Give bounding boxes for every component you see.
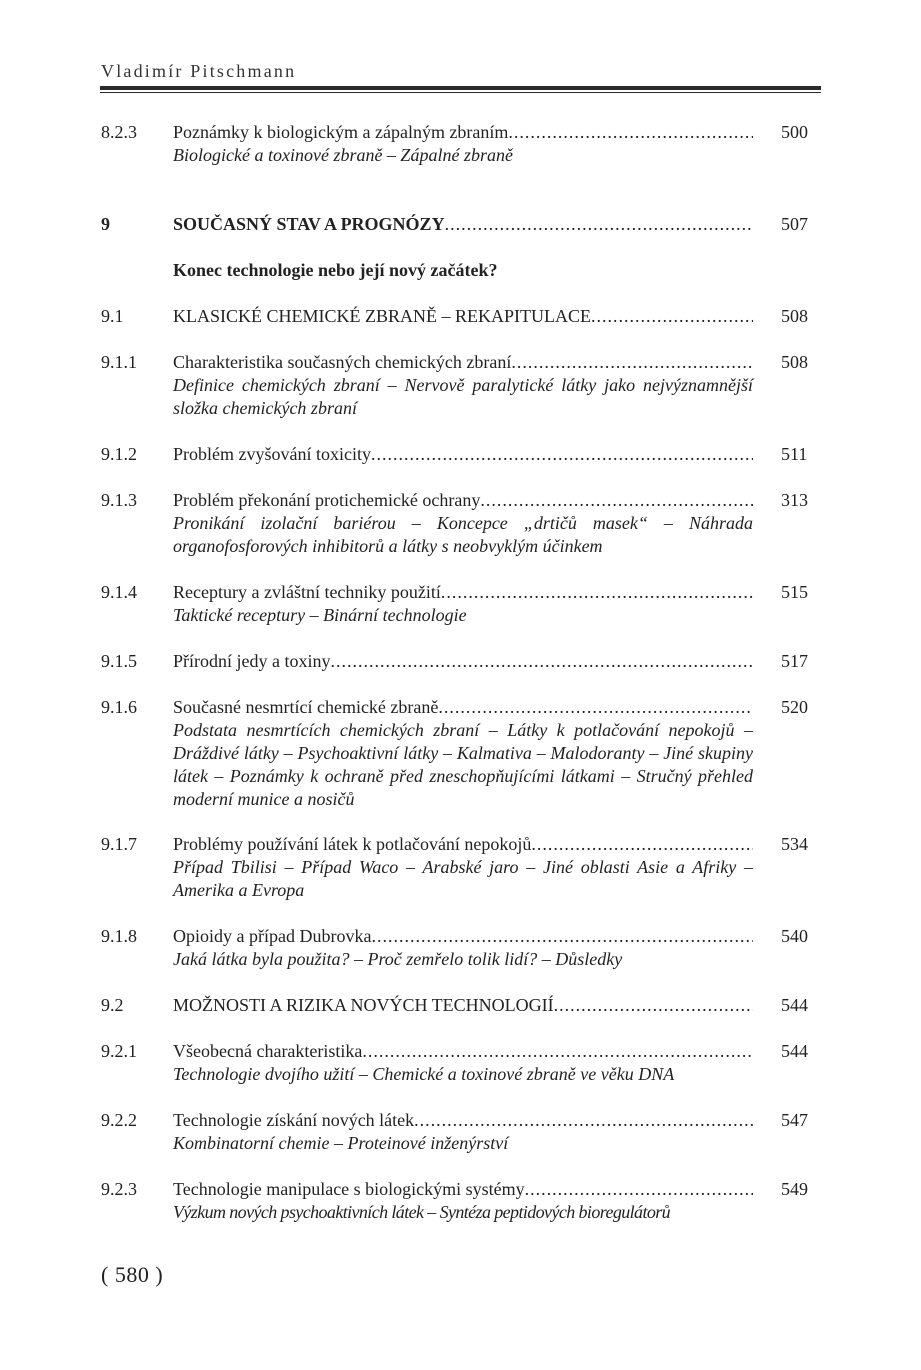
toc-dot-leader	[480, 489, 753, 512]
toc-entry-subtopics: Výzkum nových psychoaktivních látek – Syntéza peptidových bioregulátorů	[173, 1202, 671, 1222]
toc-entry-title: SOUČASNÝ STAV A PROGNÓZY	[173, 214, 445, 234]
toc-entry-page: 515	[781, 582, 808, 602]
toc-dot-leader	[531, 833, 753, 856]
toc-entry-number: 9.1.7	[101, 834, 137, 854]
toc-entry-page: 500	[781, 122, 808, 142]
toc-entry-number: 9.1.5	[101, 651, 137, 671]
running-header-author: Vladimír Pitschmann	[101, 61, 297, 81]
toc-entry-subtopics: Kombinatorní chemie – Proteinové inženýrství	[173, 1133, 509, 1153]
toc-entry-number: 9.1	[101, 306, 124, 326]
header-rule-thin	[100, 92, 821, 93]
toc-entry-number: 9.1.8	[101, 926, 137, 946]
chapter-subheading: Konec technologie nebo její nový začátek?	[173, 260, 498, 280]
toc-entry-title: Současné nesmrtící chemické zbraně	[173, 697, 439, 717]
toc-entry-title: Technologie manipulace s biologickými systémy	[173, 1179, 525, 1199]
toc-entry-title: Všeobecná charakteristika	[173, 1041, 363, 1061]
toc-dot-leader	[591, 305, 753, 328]
toc-entry-number: 9.1.6	[101, 697, 137, 717]
toc-entry-subtopics: Definice chemických zbraní – Nervově paralytické látky jako nejvýznamnější složka chemických zbraní	[173, 375, 753, 418]
toc-dot-leader	[362, 1040, 753, 1063]
toc-entry-number: 9.2	[101, 995, 124, 1015]
toc-entry-page: 547	[781, 1110, 808, 1130]
toc-entry-page: 544	[781, 1041, 808, 1061]
toc-entry-title: MOŽNOSTI A RIZIKA NOVÝCH TECHNOLOGIÍ	[173, 995, 554, 1015]
toc-entry-title: Přírodní jedy a toxiny	[173, 651, 331, 671]
toc-dot-leader	[330, 650, 753, 673]
toc-entry-subtopics: Jaká látka byla použita? – Proč zemřelo tolik lidí? – Důsledky	[173, 949, 623, 969]
toc-entry-page: 508	[781, 306, 808, 326]
toc-entry-number: 9	[101, 214, 110, 234]
toc-entry-page: 508	[781, 352, 808, 372]
toc-dot-leader	[554, 994, 753, 1017]
toc-entry-number: 9.2.2	[101, 1110, 137, 1130]
toc-entry-page: 520	[781, 697, 808, 717]
toc-entry-title: Charakteristika současných chemických zbraní	[173, 352, 512, 372]
toc-entry-title: Poznámky k biologickým a zápalným zbraním	[173, 122, 509, 142]
toc-entry-subtopics: Podstata nesmrtících chemických zbraní – Látky k potlačování nepokojů – Dráždivé látky – Psychoaktivní látky – Kalmativa – Malodoranty – Jiné skupiny látek – Poznámky k ochraně před zneschopňujícími látkami – Stručný přehled moderní munice a nosičů	[173, 720, 753, 809]
toc-entry-page: 549	[781, 1179, 808, 1199]
toc-entry-subtopics: Případ Tbilisi – Případ Waco – Arabské jaro – Jiné oblasti Asie a Afriky – Amerika a Evropa	[173, 857, 753, 900]
toc-entry-number: 9.1.2	[101, 444, 137, 464]
toc-entry-subtopics: Biologické a toxinové zbraně – Zápalné zbraně	[173, 145, 513, 165]
toc-entry-number: 9.1.1	[101, 352, 137, 372]
toc-entry-page: 540	[781, 926, 808, 946]
toc-entry-number: 9.1.4	[101, 582, 137, 602]
toc-dot-leader	[445, 213, 753, 236]
toc-entry-page: 534	[781, 834, 808, 854]
toc-entry-page: 517	[781, 651, 808, 671]
toc-entry-number: 8.2.3	[101, 122, 137, 142]
toc-dot-leader	[511, 351, 753, 374]
toc-entry-number: 9.1.3	[101, 490, 137, 510]
toc-entry-number: 9.2.3	[101, 1179, 137, 1199]
toc-entry-number: 9.2.1	[101, 1041, 137, 1061]
toc-entry-title: Technologie získání nových látek	[173, 1110, 415, 1130]
toc-entry-title: Problém zvyšování toxicity	[173, 444, 371, 464]
toc-dot-leader	[438, 696, 753, 719]
toc-entry-title: Problém překonání protichemické ochrany	[173, 490, 481, 510]
toc-entry-page: 507	[781, 214, 808, 234]
toc-entry-page: 544	[781, 995, 808, 1015]
page-number: ( 580 )	[101, 1262, 164, 1287]
toc-dot-leader	[371, 443, 753, 466]
toc-entry-title: KLASICKÉ CHEMICKÉ ZBRANĚ – REKAPITULACE	[173, 306, 591, 326]
toc-entry-subtopics: Technologie dvojího užití – Chemické a toxinové zbraně ve věku DNA	[173, 1064, 675, 1084]
toc-dot-leader	[441, 581, 753, 604]
toc-entry-page: 511	[781, 444, 808, 464]
toc-dot-leader	[508, 121, 753, 144]
toc-entry-title: Opioidy a případ Dubrovka	[173, 926, 372, 946]
toc-dot-leader	[414, 1109, 753, 1132]
header-rule	[100, 86, 821, 90]
toc-dot-leader	[525, 1178, 753, 1201]
toc-entry-title: Receptury a zvláštní techniky použití	[173, 582, 441, 602]
toc-entry-subtopics: Pronikání izolační bariérou – Koncepce „drtičů masek“ – Náhrada organofosforových inhibitorů a látky s neobvyklým účinkem	[173, 513, 753, 556]
toc-entry-subtopics: Taktické receptury – Binární technologie	[173, 605, 467, 625]
toc-entry-title: Problémy používání látek k potlačování nepokojů	[173, 834, 532, 854]
toc-dot-leader	[371, 925, 753, 948]
toc-entry-page: 313	[781, 490, 808, 510]
